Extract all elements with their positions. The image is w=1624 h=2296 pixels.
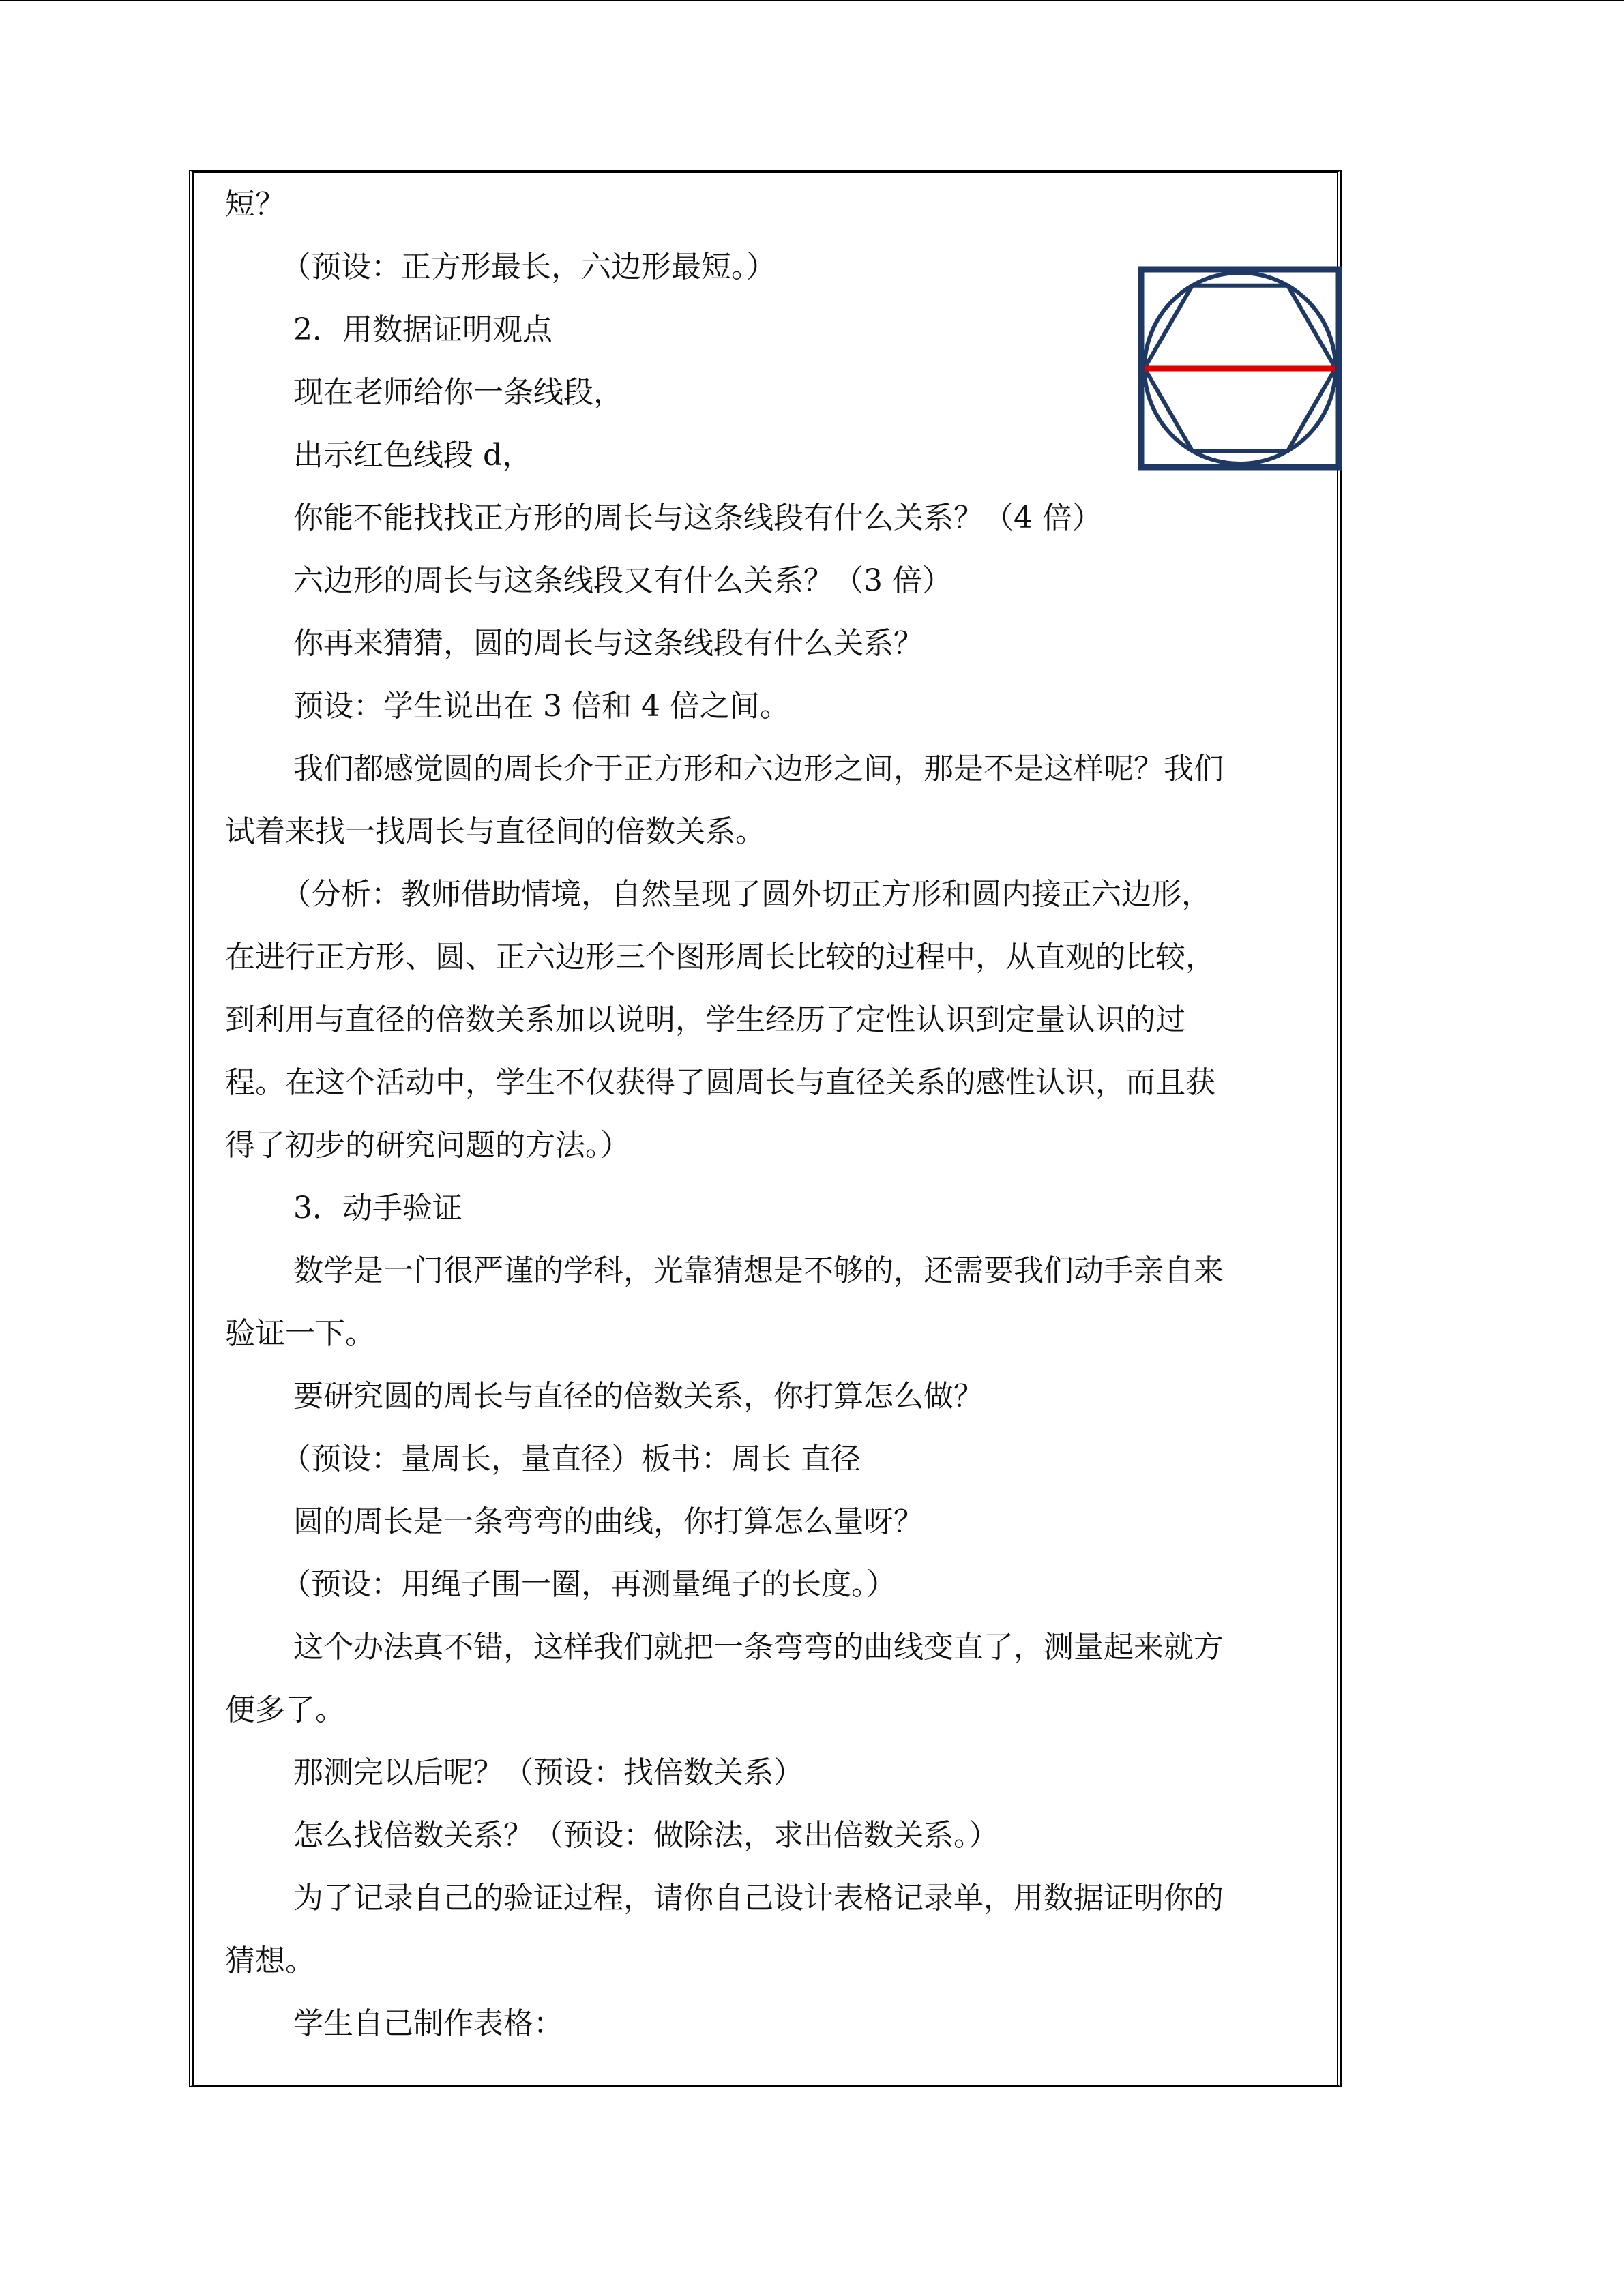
text-line: 便多了。	[225, 1693, 345, 1727]
text-line: （预设：量周长，量直径）板书：周长 直径	[281, 1442, 861, 1476]
page-top-rule	[0, 0, 1624, 1]
text-line: （预设：正方形最长，六边形最短。）	[281, 250, 776, 284]
text-line: 程。在这个活动中，学生不仅获得了圆周长与直径关系的感性认识，而且获	[225, 1065, 1215, 1100]
text-line: 数学是一门很严谨的学科，光靠猜想是不够的，还需要我们动手亲自来	[293, 1253, 1224, 1288]
text-line: 要研究圆的周长与直径的倍数关系，你打算怎么做？	[293, 1379, 984, 1414]
section-heading: 3．动手验证	[293, 1191, 462, 1225]
text-line: （预设：用绳子围一圈，再测量绳子的长度。）	[281, 1567, 896, 1602]
text-line: （分析：教师借助情境，自然呈现了圆外切正方形和圆内接正六边形，	[281, 877, 1211, 912]
text-line: 验证一下。	[225, 1316, 375, 1351]
text-line: 到利用与直径的倍数关系加以说明，学生经历了定性认识到定量认识的过	[225, 1002, 1185, 1037]
text-line: 现在老师给你一条线段，	[293, 375, 623, 410]
text-line: 猜想。	[225, 1943, 315, 1978]
geometry-figure	[1138, 266, 1342, 471]
text-line: 那测完以后呢？（预设：找倍数关系）	[293, 1755, 803, 1790]
text-line: 预设：学生说出在 3 倍和 4 倍之间。	[293, 689, 790, 724]
text-line: 在进行正方形、圆、正六边形三个图形周长比较的过程中，从直观的比较，	[225, 940, 1215, 974]
text-line: 你能不能找找正方形的周长与这条线段有什么关系？（4 倍）	[293, 501, 1102, 535]
text-line: 你再来猜猜，圆的周长与这条线段有什么关系？	[293, 626, 924, 661]
text-line: 短？	[225, 187, 285, 222]
text-line: 六边形的周长与这条线段又有什么关系？（3 倍）	[293, 563, 952, 598]
text-line: 学生自己制作表格：	[293, 2006, 563, 2041]
text-line: 这个办法真不错，这样我们就把一条弯弯的曲线变直了，测量起来就方	[293, 1630, 1224, 1665]
text-line: 圆的周长是一条弯弯的曲线，你打算怎么量呀？	[293, 1504, 924, 1539]
text-line: 试着来找一找周长与直径间的倍数关系。	[225, 814, 765, 849]
text-line: 出示红色线段 d，	[293, 438, 533, 473]
text-line: 得了初步的研究问题的方法。）	[225, 1128, 630, 1163]
text-line: 我们都感觉圆的周长介于正方形和六边形之间，那是不是这样呢？我们	[293, 751, 1224, 786]
text-line: 为了记录自己的验证过程，请你自己设计表格记录单，用数据证明你的	[293, 1881, 1224, 1915]
section-heading: 2．用数据证明观点	[293, 312, 552, 347]
text-line: 怎么找倍数关系？（预设：做除法，求出倍数关系。）	[293, 1818, 999, 1853]
